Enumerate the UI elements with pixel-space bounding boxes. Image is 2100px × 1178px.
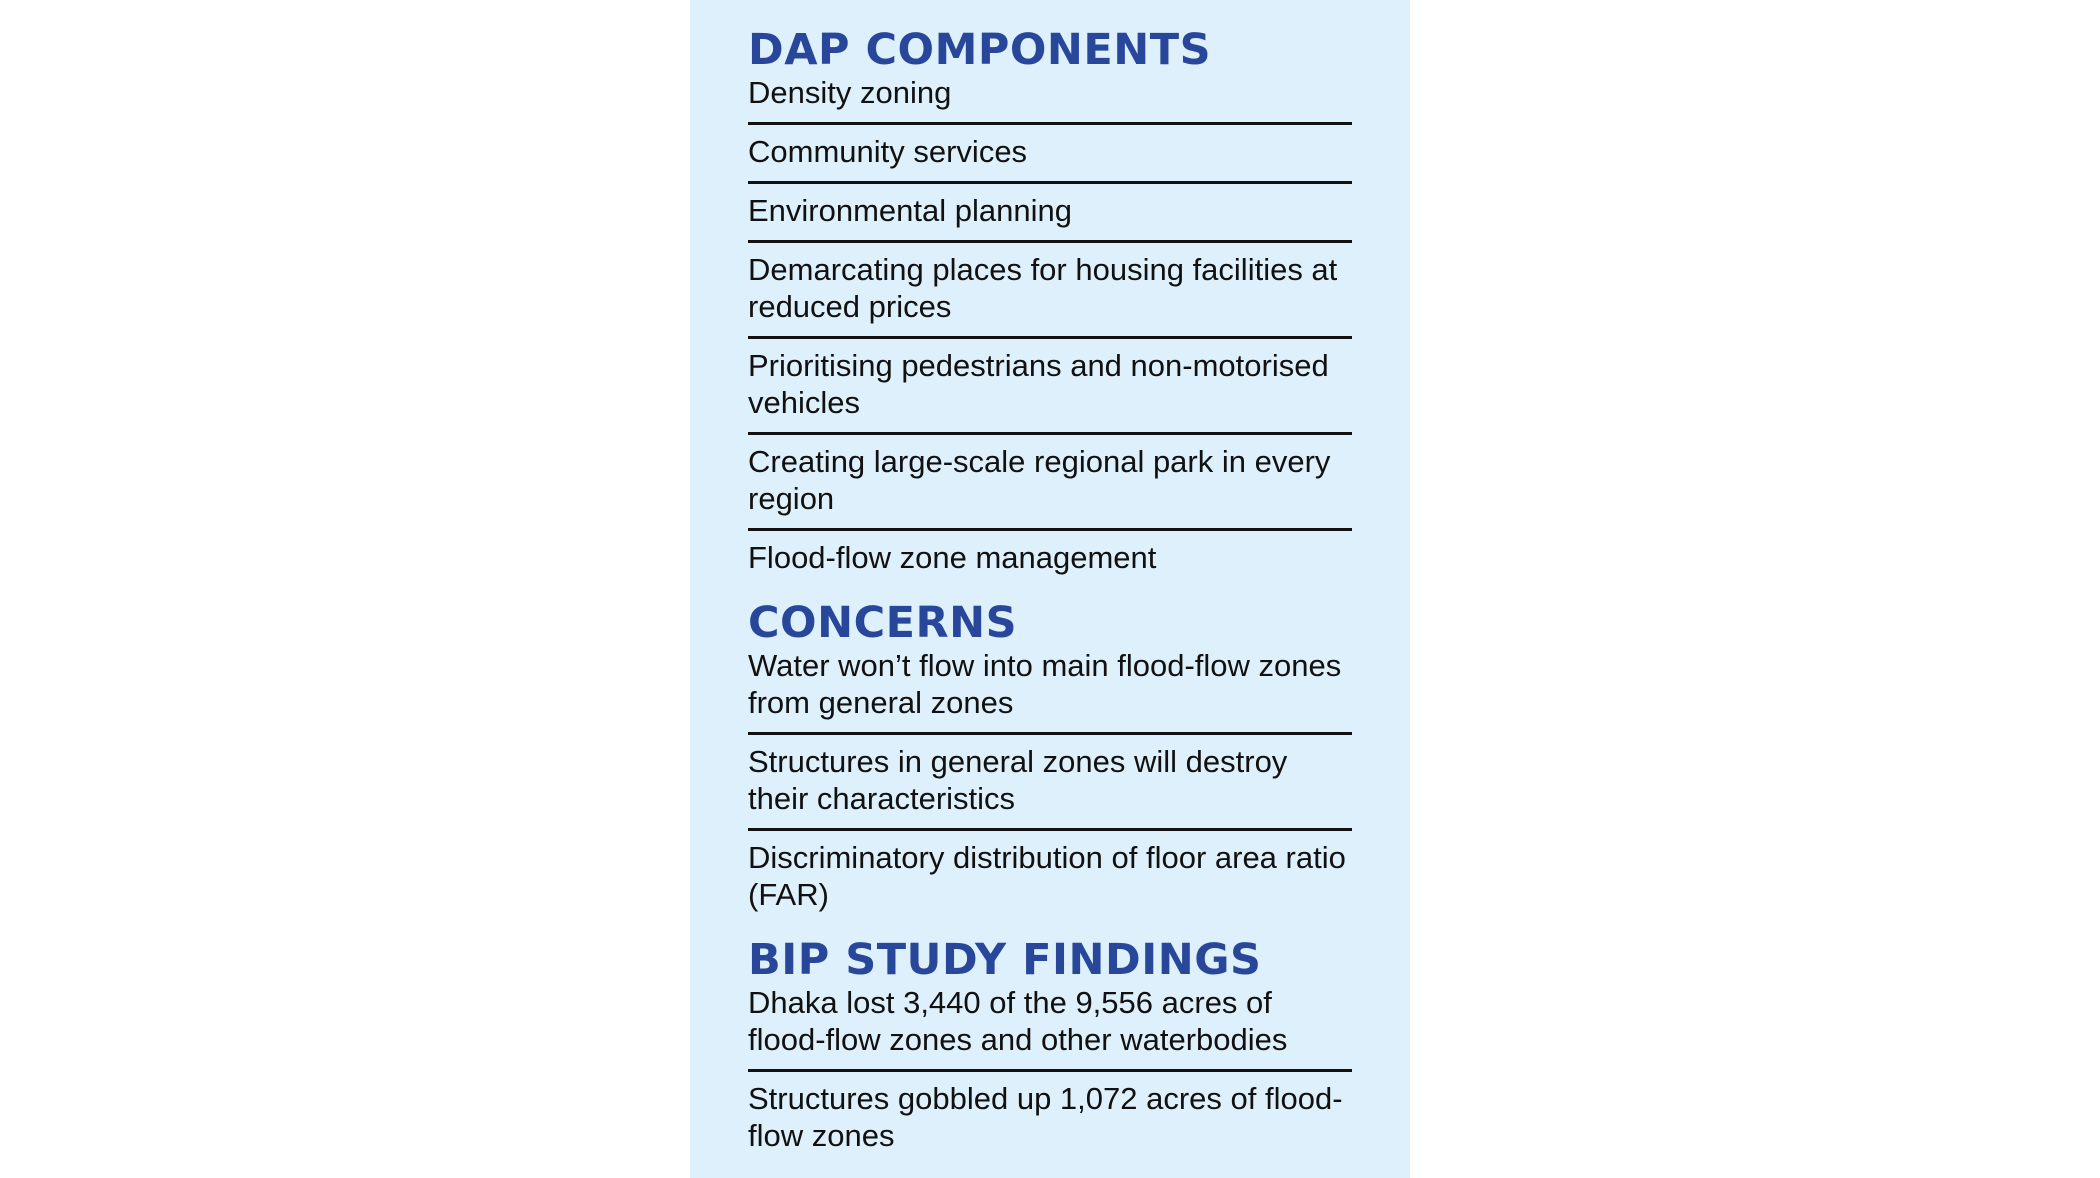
infographic-content	[748, 26, 1352, 1165]
infographic-panel	[690, 0, 1410, 1178]
list-item: Water won’t flow into main flood-flow zones from general zones	[748, 647, 1352, 735]
list-item: Structures gobbled up 1,072 acres of flood-flow zones	[748, 1081, 1343, 1153]
list-item: Creating large-scale regional park in every region	[748, 435, 1352, 531]
list-item: Flood-flow zone management	[748, 540, 1157, 575]
list-item: Dhaka lost 3,440 of the 9,556 acres of flood-flow zones and other waterbodies	[748, 984, 1352, 1072]
list-item: Density zoning	[748, 74, 1352, 125]
section-heading-concerns: CONCERNS	[748, 598, 1018, 648]
bip-findings-list	[748, 984, 1352, 1165]
list-item: Community services	[748, 125, 1352, 184]
list-item: Prioritising pedestrians and non-motorised vehicles	[748, 339, 1352, 435]
list-item: Discriminatory distribution of floor area ratio (FAR)	[748, 840, 1346, 912]
section-heading-dap-components: DAP COMPONENTS	[748, 25, 1212, 75]
section-dap-components	[748, 26, 1352, 587]
section-bip-study-findings	[748, 936, 1352, 1165]
section-concerns	[748, 599, 1352, 924]
list-item: Structures in general zones will destroy their characteristics	[748, 735, 1352, 831]
list-item: Demarcating places for housing facilities at reduced prices	[748, 243, 1352, 339]
dap-components-list	[748, 74, 1352, 587]
section-heading-bip-study-findings: BIP STUDY FINDINGS	[748, 935, 1262, 985]
list-item: Environmental planning	[748, 184, 1352, 243]
concerns-list	[748, 647, 1352, 924]
